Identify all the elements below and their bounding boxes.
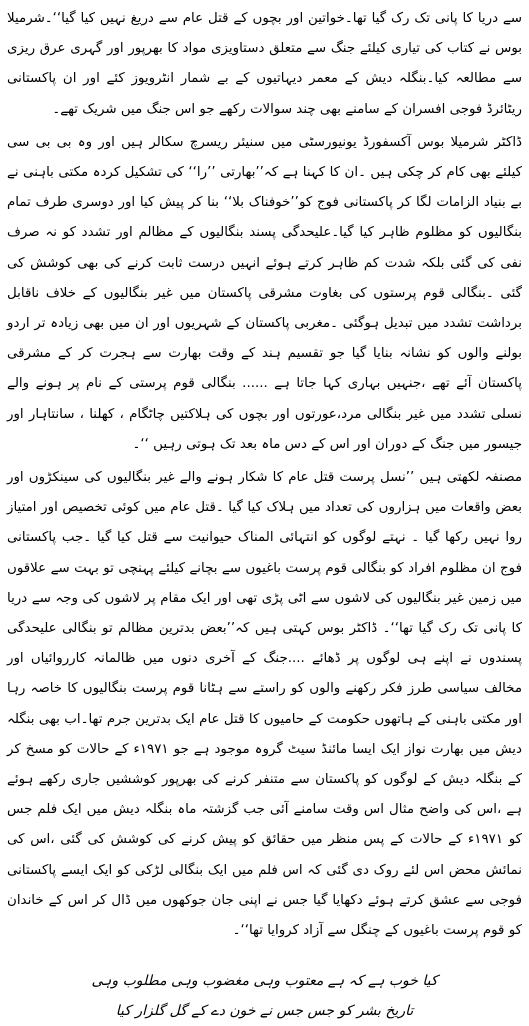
paragraph-2: ڈاکٹر شرمیلا بوس آکسفورڈ یونیورسٹی میں سنیئر ریسرچ سکالر ہیں اور وہ بی بی سی کیلئے بھی کام کر چکی ہیں ۔ان کا کہنا ہے کہ’’بھارتی ’’را‘‘ کی تشکیل کردہ مکتی باہنی نے بے بنیاد الزامات لگا کر پاکستانی فوج کو’’خوفناک بلا‘‘ بنا کر پیش کیا اور دوسری طرف تمام بنگالیوں کو مظلوم ظاہر کیا گیا۔علیحدگی پسند بنگالیوں کے مظالم اور تشدد کو نہ صرف نفی کی گئی بلکہ شدت کم ظاہر کرتے ہوئے انہیں درست ثابت کرنے کی بھی کوشش کی گئی ۔بنگالی قوم پرستوں کی بغاوت مشرقی پاکستان میں غیر بنگالیوں کے خلاف ناقابل برداشت تشدد میں تبدیل ہوگئی ۔مغربی پاکستان کے شہریوں اور ان میں بھی زیادہ تر اردو بولنے والوں کو نشانہ بنایا گیا جو تقسیم ہند کے وقت بھارت سے ہجرت کر کے مشرقی پاکستان آئے تھے ،جنہیں بہاری کہا جاتا ہے ...... بنگالی قوم پرستی کے نام پر ہونے والے نسلی تشدد میں غیر بنگالی مرد،عورتوں اور بچوں کی ہلاکتیں چاٹگام ، کھلنا ، سانتاہار اور جیسور میں جنگ کے دوران اور اس کے دس ماہ بعد تک ہوتی رہیں ‘‘۔ [7, 134, 522, 452]
closing-verse [7, 966, 522, 1026]
verse-line-1: کیا خوب ہے کہ ہے معتوب وہی مغضوب وہی مطلوب وہی [91, 973, 438, 990]
article-body [7, 4, 522, 946]
paragraph-3: مصنفہ لکھتی ہیں ’’نسل پرست قتل عام کا شکار ہونے والے غیر بنگالیوں کی سینکڑوں اور بعض واقعات میں ہزاروں کی تعداد میں ہلاک کیا گیا ۔قتل عام میں کوئی تخصیص اور امتیاز روا نہیں رکھا گیا ۔ نہتے لوگوں کو انتہائی المناک حیوانیت سے قتل کیا گیا ۔جب پاکستانی فوج ان مظلوم افراد کو بنگالی قوم پرست باغیوں سے بچانے کیلئے پہنچی تو بہت سے علاقوں میں زمین غیر بنگالیوں کی لاشوں سے اٹی پڑی تھی اور ایک مقام پر لاشوں کی وجہ سے دریا کا پانی تک رک گیا تھا‘‘۔ ڈاکٹر بوس کہتی ہیں کہ’’بعض بدترین مظالم تو بنگالی علیحدگی پسندوں نے اپنے ہی لوگوں پر ڈھائے ....جنگ کے آخری دنوں میں ظالمانہ کارروائیاں اور مخالف سیاسی طرز فکر رکھنے والوں کو راستے سے ہٹانا قوم پرست بنگالیوں کا خاصہ رہا اور مکتی باہنی کے ہاتھوں حکومت کے حامیوں کا قتل عام ایک بدترین جرم تھا۔اب بھی بنگلہ دیش میں بھارت نواز ایک ایسا مائنڈ سیٹ گروہ موجود ہے جو ۱۹۷۱ء کے حالات کو مسخ کر کے بنگلہ دیش کے لوگوں کو پاکستان سے متنفر کرنے کی بھرپور کوششیں جاری رکھے ہوئے ہے ،اس کی واضح مثال اس وقت سامنے آئی جب گزشتہ ماہ بنگلہ دیش میں ایک فلم جس کو ۱۹۷۱ء کے حالات کے پس منظر میں حقائق کو پیش کرنے کی کوشش کی گئی ،اس کی نمائش محض اس لئے روک دی گئی کہ اس فلم میں ایک بنگالی لڑکی کو ایک ایسے پاکستانی فوجی سے عشق کرتے ہوئے دکھایا گیا جس نے اپنی جان جوکھوں میں ڈال کر اس کے خاندان کو قوم پرست باغیوں کے چنگل سے آزاد کروایا تھا‘‘۔ [7, 470, 522, 939]
paragraph-1: سے دریا کا پانی تک رک گیا تھا۔خواتین اور بچوں کے قتل عام سے دریغ نہیں کیا گیا‘‘۔شرمیلا بوس نے کتاب کی تیاری کیلئے جنگ سے متعلق دستاویزی مواد کا بھرپور اور گہری عرق ریزی سے مطالعہ کیا۔بنگلہ دیش کے معمر دیہاتیوں کے بے شمار انٹرویوز کئے اور ان پاکستانی ریٹائرڈ فوجی افسران کے سامنے بھی چند سوالات رکھے جو اس جنگ میں شریک تھے۔ [7, 11, 522, 117]
verse-line-2: تاریخ بشر کو جس جس نے خون دے کے گل گلزار کیا [115, 1003, 414, 1020]
